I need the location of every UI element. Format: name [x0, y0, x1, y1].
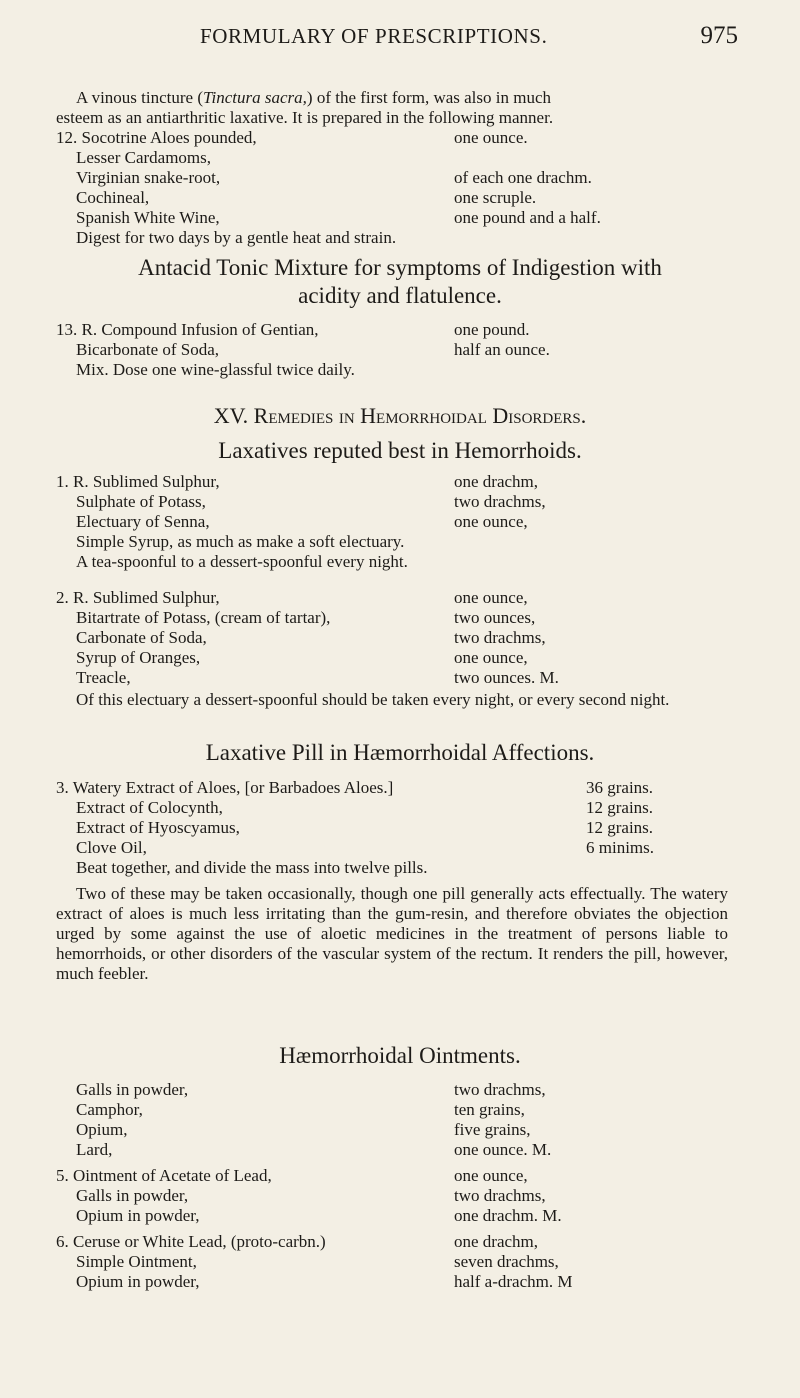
ingredient: Treacle, [76, 668, 131, 687]
quantity: 6 minims. [586, 838, 655, 857]
recipe-row [56, 1140, 728, 1160]
quantity: half a-drachm. M [454, 1272, 573, 1291]
recipe-row [56, 798, 728, 818]
antacid-heading-line-1: Antacid Tonic Mixture for symptoms of Indigestion with [138, 255, 662, 280]
quantity: half an ounce. [454, 340, 550, 359]
ingredient: Beat together, and divide the mass into twelve pills. [76, 858, 428, 877]
quantity: two drachms, [454, 1186, 546, 1205]
ingredient: 6. Ceruse or White Lead, (proto-carbn.) [56, 1232, 326, 1251]
laxative-pill-note-text: Two of these may be taken occasionally, though one pill generally acts effectually. The watery extract of aloes is much less irritating than the gum-resin, and therefore obviates the objection urged by some against the use of aloetic medicines in the treatment of persons liable to hemorrhoids, or other disorders of the vascular system of the rectum. It renders the pill, however, much feebler. [56, 884, 728, 983]
quantity: one ounce, [454, 648, 528, 667]
recipe-row [56, 1166, 728, 1186]
ingredient: Lesser Cardamoms, [76, 148, 212, 167]
recipe-row [56, 208, 728, 228]
intro-line-2 [56, 108, 728, 128]
recipe-row [56, 818, 728, 838]
quantity: two drachms, [454, 492, 546, 511]
intro-italic: Tinctura sacra, [203, 88, 307, 107]
ingredient: Opium, [76, 1120, 128, 1139]
recipe-row [56, 778, 728, 798]
ingredient: Virginian snake-root, [76, 168, 221, 187]
ingredient: Syrup of Oranges, [76, 648, 201, 667]
rx-2 [56, 588, 728, 688]
rx-4 [56, 1080, 728, 1160]
ingredient: Lard, [76, 1140, 113, 1159]
recipe-row [56, 608, 728, 628]
quantity: one ounce. [454, 128, 528, 147]
quantity: one ounce. M. [454, 1140, 552, 1159]
ingredient: Galls in powder, [76, 1186, 189, 1205]
recipe-row [56, 838, 728, 858]
quantity: one drachm, [454, 472, 539, 491]
recipe-row [56, 648, 728, 668]
ingredient: Electuary of Senna, [76, 512, 210, 531]
ingredient: Cochineal, [76, 188, 150, 207]
recipe-row [56, 1080, 728, 1100]
quantity: one ounce, [454, 1166, 528, 1185]
quantity: seven drachms, [454, 1252, 559, 1271]
ingredient: Camphor, [76, 1100, 143, 1119]
rx-1 [56, 472, 728, 572]
recipe-row [56, 1252, 728, 1272]
ingredient: 12. Socotrine Aloes pounded, [56, 128, 257, 147]
ointments-heading: Hæmorrhoidal Ointments. [279, 1043, 521, 1068]
recipe-row [56, 1232, 728, 1252]
ingredient: Opium in powder, [76, 1206, 200, 1225]
recipe-row [56, 552, 728, 572]
quantity: 12 grains. [586, 798, 654, 817]
ingredient: Simple Syrup, as much as make a soft electuary. [76, 532, 405, 551]
ingredient: 2. R. Sublimed Sulphur, [56, 588, 220, 607]
ingredient: Carbonate of Soda, [76, 628, 207, 647]
intro-text-2: esteem as an antiarthritic laxative. It is prepared in the following manner. [56, 108, 554, 127]
ingredient: Bicarbonate of Soda, [76, 340, 220, 359]
quantity: one drachm, [454, 1232, 539, 1251]
page-number: 975 [700, 22, 738, 49]
recipe-row [56, 512, 728, 532]
quantity: five grains, [454, 1120, 531, 1139]
ingredient: Digest for two days by a gentle heat and strain. [76, 228, 397, 247]
recipe-row [56, 1206, 728, 1226]
recipe-row [56, 128, 728, 148]
quantity: two ounces, [454, 608, 536, 627]
recipe-row [56, 492, 728, 512]
rx-2-note [56, 690, 728, 710]
recipe-row [56, 168, 728, 188]
ingredient: Spanish White Wine, [76, 208, 220, 227]
ingredient: Galls in powder, [76, 1080, 189, 1099]
ingredient: Extract of Hyoscyamus, [76, 818, 240, 837]
intro-text-rest: ) of the first form, was also in much [306, 88, 552, 107]
section-xv-heading: XV. Remedies in Hemorrhoidal Disorders. [213, 403, 587, 428]
recipe-row [56, 340, 728, 360]
intro-line-1 [56, 88, 728, 108]
antacid-heading-line-2: acidity and flatulence. [298, 283, 502, 308]
recipe-row [56, 228, 728, 248]
recipe-row [56, 628, 728, 648]
ingredient: Extract of Colocynth, [76, 798, 223, 817]
quantity: two drachms, [454, 1080, 546, 1099]
ingredient: 5. Ointment of Acetate of Lead, [56, 1166, 272, 1185]
recipe-row [56, 320, 728, 340]
rx-5 [56, 1166, 728, 1226]
quantity: ten grains, [454, 1100, 525, 1119]
rx-13 [56, 320, 728, 380]
intro-text: A vinous tincture ( [76, 88, 204, 107]
ingredient: 1. R. Sublimed Sulphur, [56, 472, 220, 491]
quantity: two drachms, [454, 628, 546, 647]
recipe-row [56, 858, 728, 878]
quantity: one drachm. M. [454, 1206, 562, 1225]
recipe-row [56, 472, 728, 492]
recipe-row [56, 1100, 728, 1120]
recipe-row [56, 1120, 728, 1140]
quantity: of each one drachm. [454, 168, 592, 187]
rx-12 [56, 128, 728, 248]
ingredient: 13. R. Compound Infusion of Gentian, [56, 320, 319, 339]
recipe-row [56, 532, 728, 552]
ingredient: Sulphate of Potass, [76, 492, 206, 511]
rx-3 [56, 778, 728, 878]
quantity: one ounce, [454, 588, 528, 607]
ingredient: Opium in powder, [76, 1272, 200, 1291]
recipe-row [56, 188, 728, 208]
recipe-row [56, 588, 728, 608]
recipe-row [56, 148, 728, 168]
recipe-row [56, 1272, 728, 1292]
antacid-heading [0, 254, 800, 310]
recipe-row [56, 360, 728, 380]
intro-paragraph [56, 88, 728, 128]
ingredient: Bitartrate of Potass, (cream of tartar), [76, 608, 331, 627]
running-title: FORMULARY OF PRESCRIPTIONS. [200, 24, 548, 48]
quantity: one pound and a half. [454, 208, 601, 227]
recipe-row [56, 668, 728, 688]
quantity: one ounce, [454, 512, 528, 531]
ingredient: Simple Ointment, [76, 1252, 197, 1271]
rx-6 [56, 1232, 728, 1292]
ingredient: 3. Watery Extract of Aloes, [or Barbadoes Aloes.] [56, 778, 394, 797]
quantity: one scruple. [454, 188, 537, 207]
laxative-pill-heading: Laxative Pill in Hæmorrhoidal Affections. [205, 740, 595, 765]
running-head [0, 22, 800, 52]
laxative-pill-note [56, 884, 728, 984]
section-xv-subheading: Laxatives reputed best in Hemorrhoids. [218, 438, 582, 463]
recipe-row [56, 1186, 728, 1206]
ingredient: Clove Oil, [76, 838, 147, 857]
ingredient: A tea-spoonful to a dessert-spoonful every night. [76, 552, 408, 571]
quantity: one pound. [454, 320, 530, 339]
quantity: two ounces. M. [454, 668, 559, 687]
rx-2-note-text: Of this electuary a dessert-spoonful should be taken every night, or every second night. [76, 690, 670, 709]
ingredient: Mix. Dose one wine-glassful twice daily. [76, 360, 355, 379]
quantity: 12 grains. [586, 818, 654, 837]
quantity: 36 grains. [586, 778, 654, 797]
